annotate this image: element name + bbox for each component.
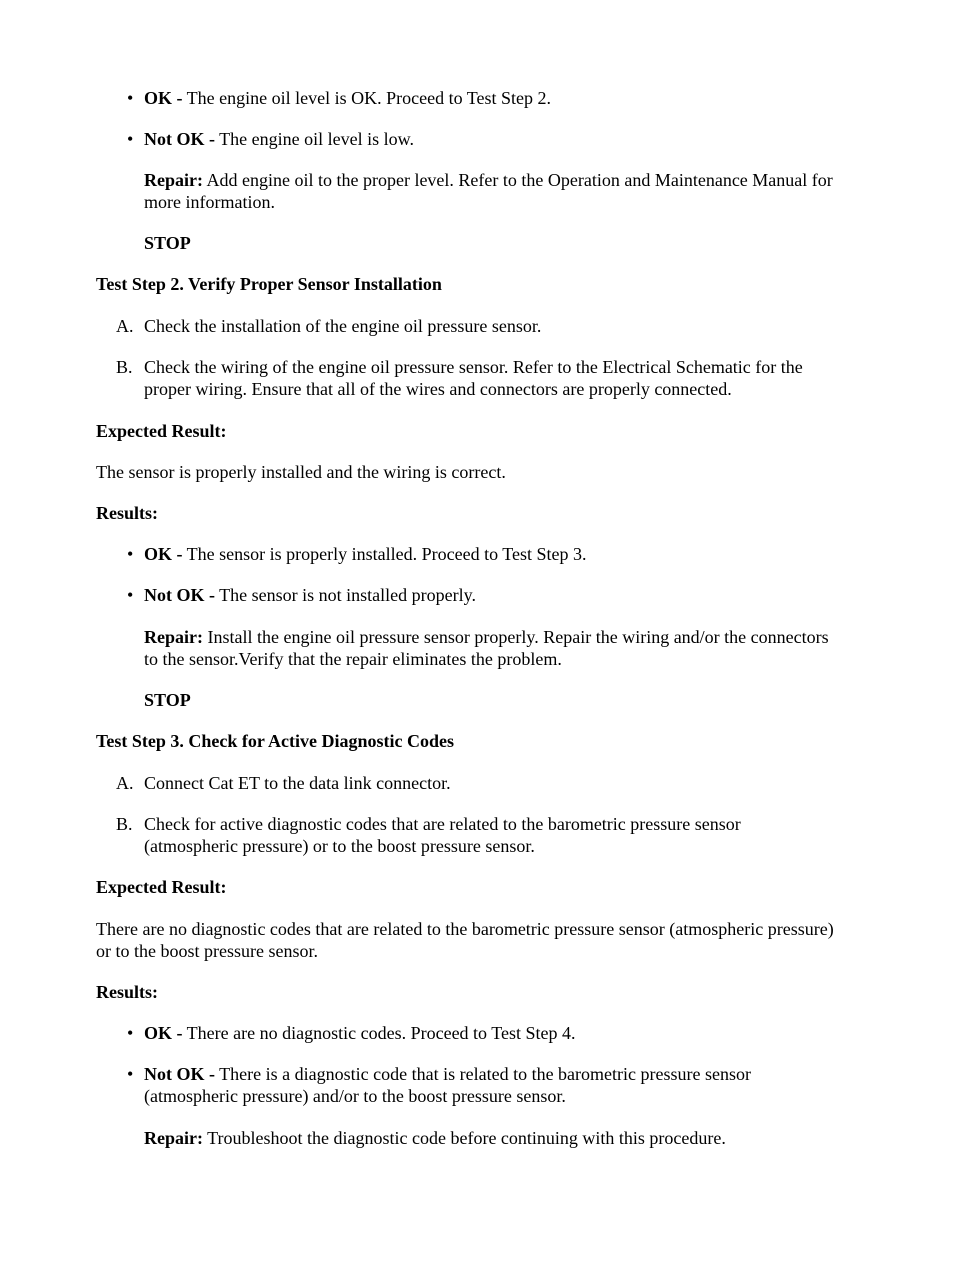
results-heading: Results: bbox=[96, 982, 158, 1002]
result-ok bbox=[144, 543, 587, 565]
repair-note bbox=[144, 626, 829, 648]
repair-text-line1: Troubleshoot the diagnostic code before continuing with this procedure. bbox=[202, 1128, 726, 1148]
repair-label: Repair: bbox=[144, 1128, 203, 1148]
result-not-ok-text: There is a diagnostic code that is related to the barometric pressure sensor bbox=[215, 1064, 751, 1084]
bullet-icon: • bbox=[127, 1064, 134, 1084]
result-not-ok-label: Not OK - bbox=[144, 585, 215, 605]
list-item-continuation: proper wiring. Ensure that all of the wires and connectors are properly connected. bbox=[144, 379, 732, 399]
list-item: Check the wiring of the engine oil pressure sensor. Refer to the Electrical Schematic for the bbox=[144, 357, 803, 377]
result-not-ok bbox=[144, 1063, 751, 1085]
list-marker: A. bbox=[116, 773, 134, 793]
result-ok-text: The sensor is properly installed. Proceed to Test Step 3. bbox=[182, 544, 587, 564]
results-heading: Results: bbox=[96, 503, 158, 523]
list-item: Check for active diagnostic codes that are related to the barometric pressure sensor bbox=[144, 814, 741, 834]
stop-label: STOP bbox=[144, 690, 191, 710]
result-ok-label: OK - bbox=[144, 1023, 183, 1043]
bullet-icon: • bbox=[127, 129, 134, 149]
repair-text-line2: to the sensor.Verify that the repair eliminates the problem. bbox=[144, 649, 562, 669]
repair-label: Repair: bbox=[144, 627, 203, 647]
result-ok bbox=[144, 1022, 575, 1044]
bullet-icon: • bbox=[127, 1023, 134, 1043]
result-ok-label: OK - bbox=[144, 544, 183, 564]
repair-text-line2: more information. bbox=[144, 192, 275, 212]
expected-result-text-continuation: or to the boost pressure sensor. bbox=[96, 941, 318, 961]
result-ok bbox=[144, 87, 551, 109]
bullet-icon: • bbox=[127, 585, 134, 605]
list-item: Connect Cat ET to the data link connector. bbox=[144, 773, 451, 793]
list-marker: B. bbox=[116, 357, 133, 377]
list-item-continuation: (atmospheric pressure) or to the boost pressure sensor. bbox=[144, 836, 535, 856]
result-ok-text: The engine oil level is OK. Proceed to Test Step 2. bbox=[182, 88, 552, 108]
list-marker: B. bbox=[116, 814, 133, 834]
result-not-ok-text: The engine oil level is low. bbox=[215, 129, 414, 149]
stop-label: STOP bbox=[144, 233, 191, 253]
repair-note bbox=[144, 169, 833, 191]
section-heading: Test Step 2. Verify Proper Sensor Installation bbox=[96, 274, 442, 294]
repair-label: Repair: bbox=[144, 170, 203, 190]
expected-result-heading: Expected Result: bbox=[96, 877, 227, 897]
result-ok-label: OK - bbox=[144, 88, 183, 108]
result-not-ok-continuation: (atmospheric pressure) and/or to the boost pressure sensor. bbox=[144, 1086, 566, 1106]
list-item: Check the installation of the engine oil pressure sensor. bbox=[144, 316, 542, 336]
result-not-ok-label: Not OK - bbox=[144, 1064, 215, 1084]
result-not-ok-text: The sensor is not installed properly. bbox=[215, 585, 476, 605]
repair-text-line1: Install the engine oil pressure sensor properly. Repair the wiring and/or the connectors bbox=[202, 627, 829, 647]
expected-result-text: The sensor is properly installed and the wiring is correct. bbox=[96, 462, 506, 482]
repair-text-line1: Add engine oil to the proper level. Refer to the Operation and Maintenance Manual for bbox=[202, 170, 833, 190]
bullet-icon: • bbox=[127, 544, 134, 564]
result-not-ok-label: Not OK - bbox=[144, 129, 215, 149]
repair-note bbox=[144, 1127, 726, 1149]
section-heading: Test Step 3. Check for Active Diagnostic Codes bbox=[96, 731, 454, 751]
result-ok-text: There are no diagnostic codes. Proceed to Test Step 4. bbox=[182, 1023, 576, 1043]
expected-result-heading: Expected Result: bbox=[96, 421, 227, 441]
result-not-ok bbox=[144, 128, 414, 150]
list-marker: A. bbox=[116, 316, 134, 336]
bullet-icon: • bbox=[127, 88, 134, 108]
expected-result-text: There are no diagnostic codes that are related to the barometric pressure sensor (atmospheric pressure) bbox=[96, 919, 834, 939]
result-not-ok bbox=[144, 584, 476, 606]
